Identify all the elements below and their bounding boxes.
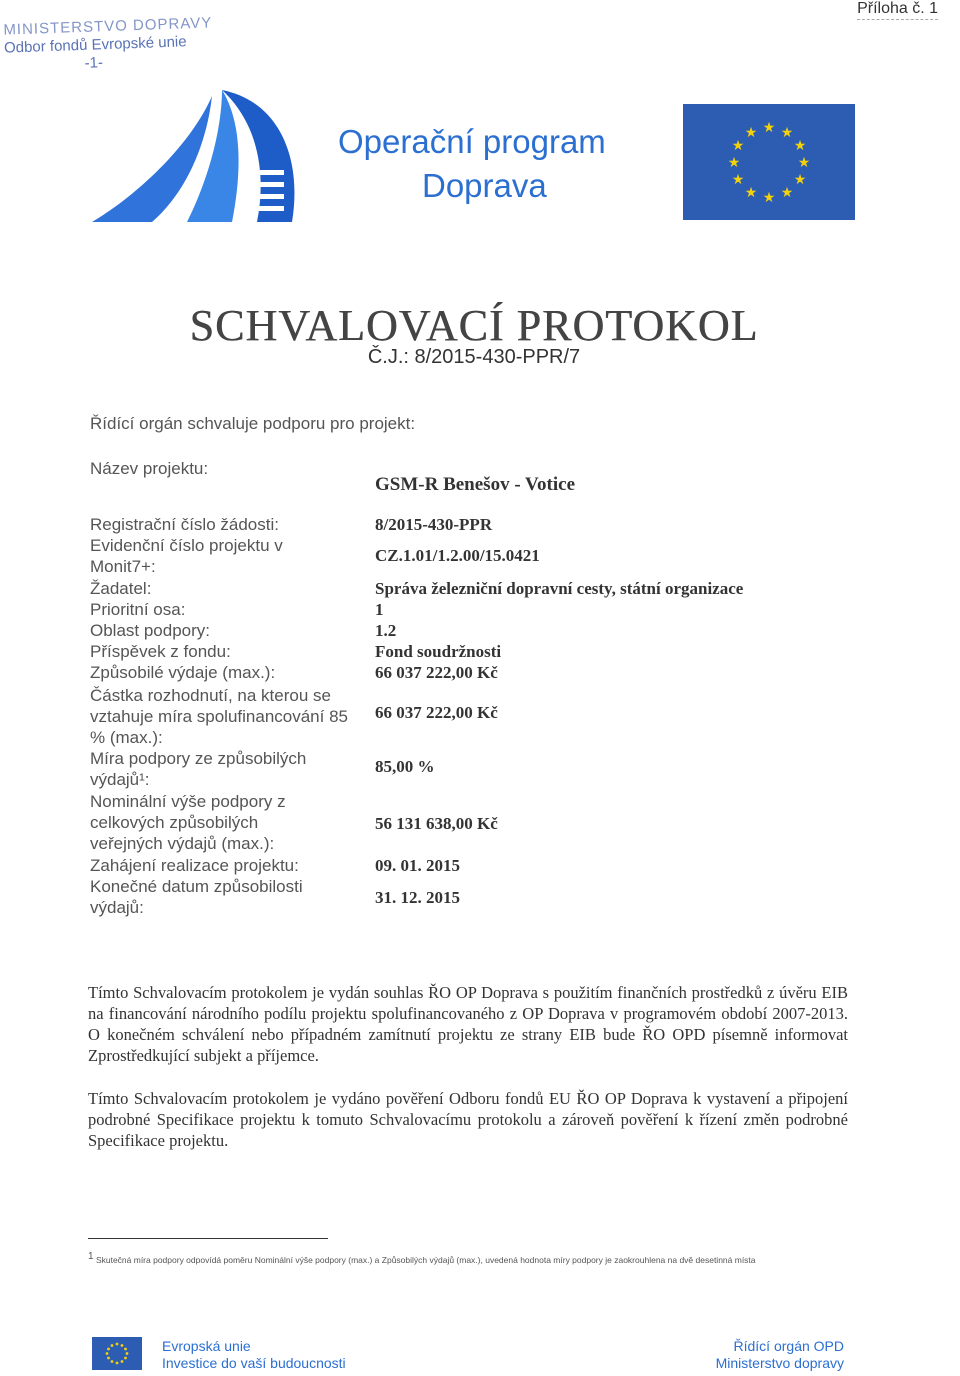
footer-eu [162, 1338, 346, 1372]
stamp-line-2: Odbor fondů Evropské unie [3, 33, 187, 57]
value-priority-axis: 1 [375, 600, 384, 619]
value-applicant: Správa železniční dopravní cesty, státní organizace [375, 579, 744, 598]
footer-authority-line-2: Ministerstvo dopravy [715, 1355, 844, 1371]
svg-text:★: ★ [731, 138, 745, 154]
value-decision-amount: 66 037 222,00 Kč [375, 703, 498, 722]
label-registration-number: Registrační číslo žádosti: [90, 515, 279, 534]
value-support-rate: 85,00 % [375, 757, 435, 776]
label-nominal-support: Nominální výše podpory z celkových způsobilých veřejných výdajů (max.): [90, 792, 286, 853]
program-title [338, 120, 606, 208]
svg-text:★: ★ [797, 155, 811, 171]
value-support-area: 1.2 [375, 621, 397, 640]
eu-flag-icon [683, 104, 855, 220]
road-logo-icon [92, 82, 322, 224]
svg-text:★: ★ [731, 172, 745, 188]
attachment-label: Příloha č. 1 [857, 0, 938, 20]
label-priority-axis: Prioritní osa: [90, 600, 186, 619]
label-project-start: Zahájení realizace projektu: [90, 856, 299, 875]
label-decision-amount: Částka rozhodnutí, na kterou se vztahuje míra spolufinancování 85 % (max.): [90, 686, 348, 747]
svg-text:★: ★ [744, 125, 758, 141]
intro-text: Řídící orgán schvaluje podporu pro projekt: [90, 414, 416, 433]
registry-stamp [3, 14, 214, 75]
eu-flag-small-icon [92, 1337, 142, 1370]
label-fund-contribution: Příspěvek z fondu: [90, 642, 231, 661]
stamp-line-3: -1- [84, 54, 104, 72]
footnote-mark: 1 [88, 1251, 94, 1262]
stamp-line-1: MINISTERSTVO DOPRAVY [3, 14, 213, 39]
svg-text:★: ★ [780, 125, 794, 141]
program-title-line-1: Operační program [338, 123, 606, 160]
label-project-name: Název projektu: [90, 459, 209, 478]
document-title: SCHVALOVACÍ PROTOKOL [189, 301, 759, 350]
footnote-text: Skutečná míra podpory odpovídá poměru Nominální výše podpory (max.) a Způsobilých výdajů (max.), uvedená hodnota míry podpory je zaokrouhlena na dvě desetinná místa [95, 1254, 756, 1265]
value-nominal-support: 56 131 638,00 Kč [375, 814, 498, 833]
svg-text:★: ★ [793, 172, 807, 188]
svg-text:★: ★ [780, 185, 794, 201]
footnote [88, 1250, 848, 1267]
label-evidence-number: Evidenční číslo projektu v Monit7+: [90, 536, 283, 576]
svg-text:★: ★ [793, 138, 807, 154]
reference-number: Č.J.: 8/2015-430-PPR/7 [367, 346, 581, 368]
label-support-rate: Míra podpory ze způsobilých výdajů¹: [90, 749, 307, 789]
value-eligible-expenses: 66 037 222,00 Kč [375, 663, 498, 682]
value-registration-number: 8/2015-430-PPR [375, 515, 493, 534]
paragraph-specification: Tímto Schvalovacím protokolem je vydáno pověření Odboru fondů EU ŘO OP Doprava k vystavení a připojení podrobné Specifikace projektu k tomuto Schvalovacímu protokolu a zároveň pověření k řízení změn podrobné Specifikace projektu. [88, 1089, 848, 1150]
footer-eu-line-2: Investice do vaší budoucnosti [162, 1355, 346, 1371]
footer-authority-line-1: Řídící orgán OPD [733, 1338, 844, 1354]
value-project-name: GSM-R Benešov - Votice [375, 474, 576, 495]
value-eligibility-end: 31. 12. 2015 [375, 888, 460, 907]
svg-text:★: ★ [762, 190, 776, 206]
value-evidence-number: CZ.1.01/1.2.00/15.0421 [375, 546, 540, 565]
footer-eu-line-1: Evropská unie [162, 1338, 251, 1354]
label-support-area: Oblast podpory: [90, 621, 211, 640]
svg-text:★: ★ [762, 120, 776, 136]
label-eligibility-end: Konečné datum způsobilosti výdajů: [90, 877, 303, 917]
label-applicant: Žadatel: [90, 579, 152, 598]
footer-authority [716, 1338, 844, 1372]
value-project-start: 09. 01. 2015 [375, 856, 460, 875]
footnote-divider [88, 1238, 328, 1239]
svg-text:★: ★ [744, 185, 758, 201]
program-title-line-2: Doprava [422, 167, 547, 204]
value-fund-contribution: Fond soudržnosti [375, 642, 502, 661]
label-eligible-expenses: Způsobilé výdaje (max.): [90, 663, 276, 682]
paragraph-eib-consent: Tímto Schvalovacím protokolem je vydán souhlas ŘO OP Doprava s použitím finančních prostředků z úvěru EIB na financování národního podílu projektu spolufinancovaného z OP Doprava v programovém období 2007-2013. O konečném schválení nebo případném zamítnutí projektu ze strany EIB bude ŘO OPD písemně informovat Zprostředkující subjekt a příjemce. [88, 983, 848, 1065]
svg-text:★: ★ [727, 155, 741, 171]
